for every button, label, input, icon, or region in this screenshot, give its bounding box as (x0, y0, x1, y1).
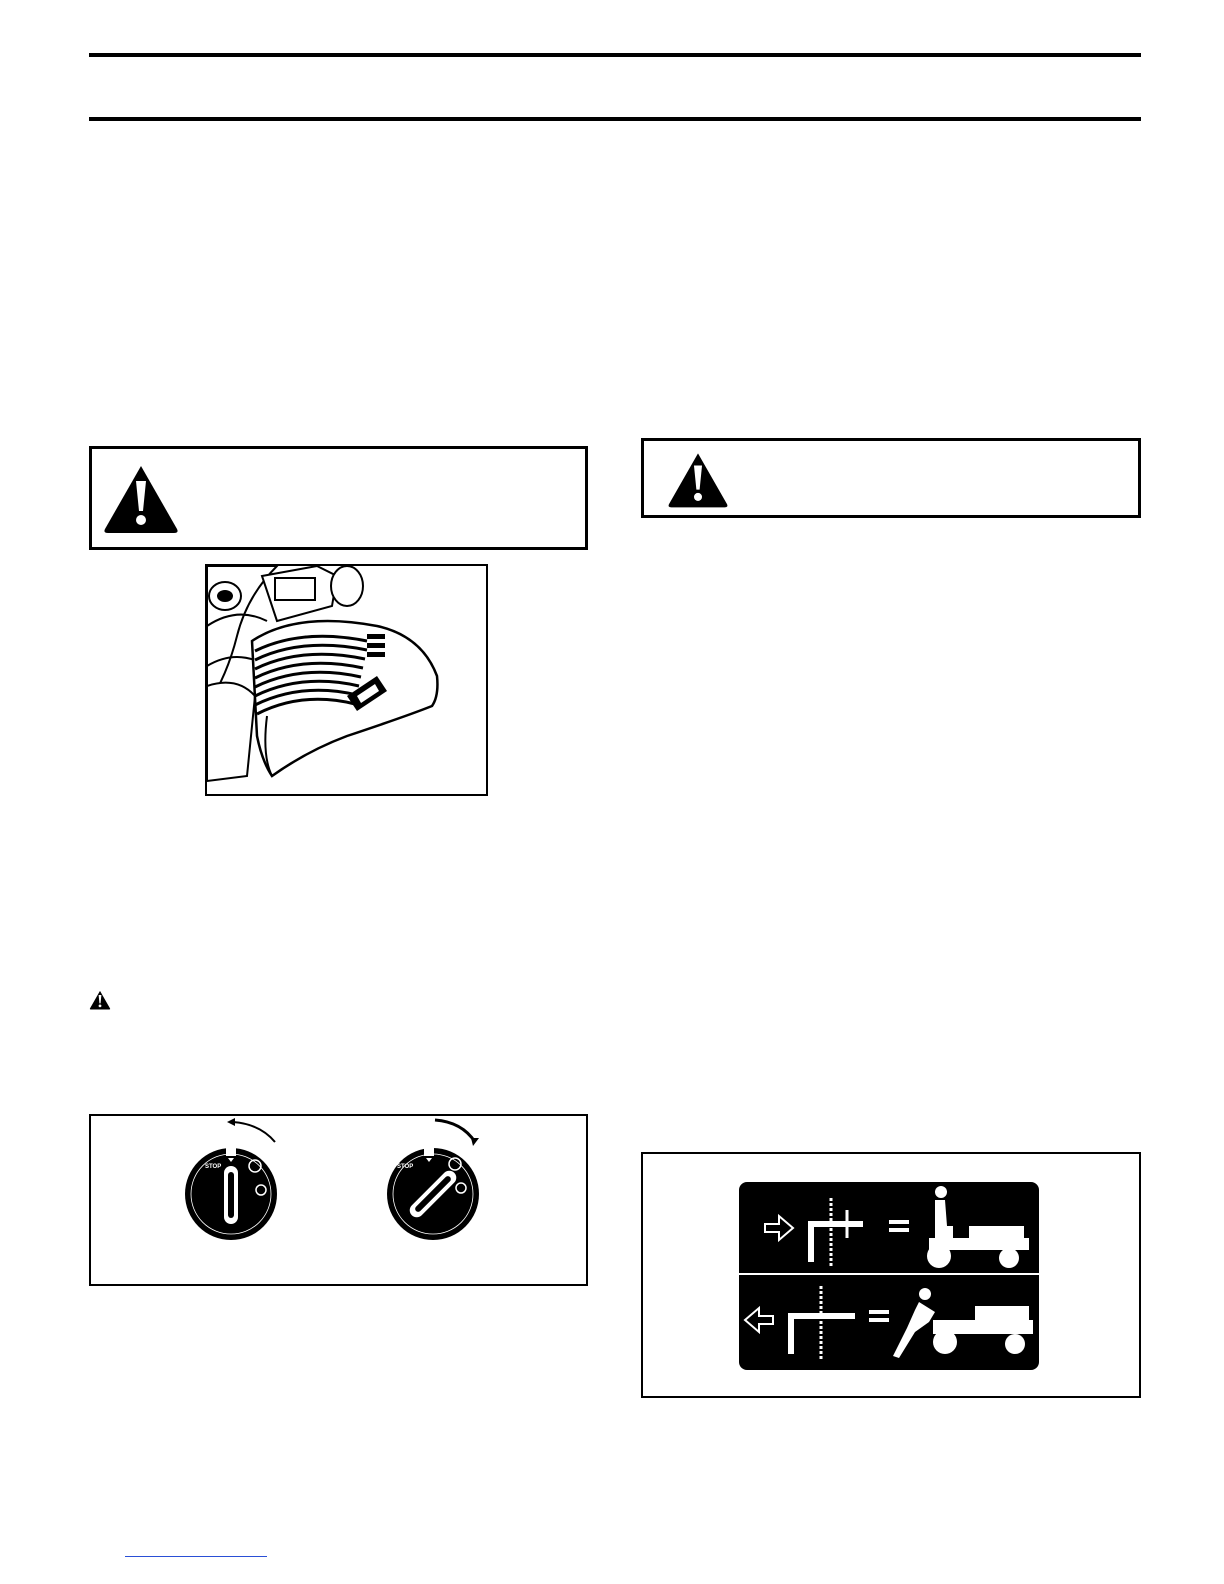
arrow-left-icon (227, 1118, 235, 1126)
ignition-switch-1 (175, 1116, 305, 1240)
switch-label-stop: STOP (205, 1164, 222, 1170)
transmission-decal-figure (641, 1152, 1141, 1398)
ignition-switch-2 (377, 1116, 507, 1240)
warning-triangle-icon (102, 463, 180, 535)
discharge-chute-illustration (207, 566, 486, 794)
transmission-release-decal (739, 1182, 1039, 1370)
warning-box-right (641, 438, 1141, 518)
header-rule-top (89, 53, 1141, 57)
ignition-switch-figure (89, 1114, 588, 1286)
footer-link-underline[interactable] (125, 1556, 267, 1557)
warning-triangle-icon (666, 451, 730, 509)
discharge-chute-figure (205, 564, 488, 796)
arrow-right-icon (471, 1138, 479, 1146)
switch-label-stop: STOP (397, 1164, 414, 1170)
warning-triangle-small-icon (89, 990, 111, 1010)
header-rule-bottom (89, 117, 1141, 121)
warning-box-left (89, 446, 588, 550)
